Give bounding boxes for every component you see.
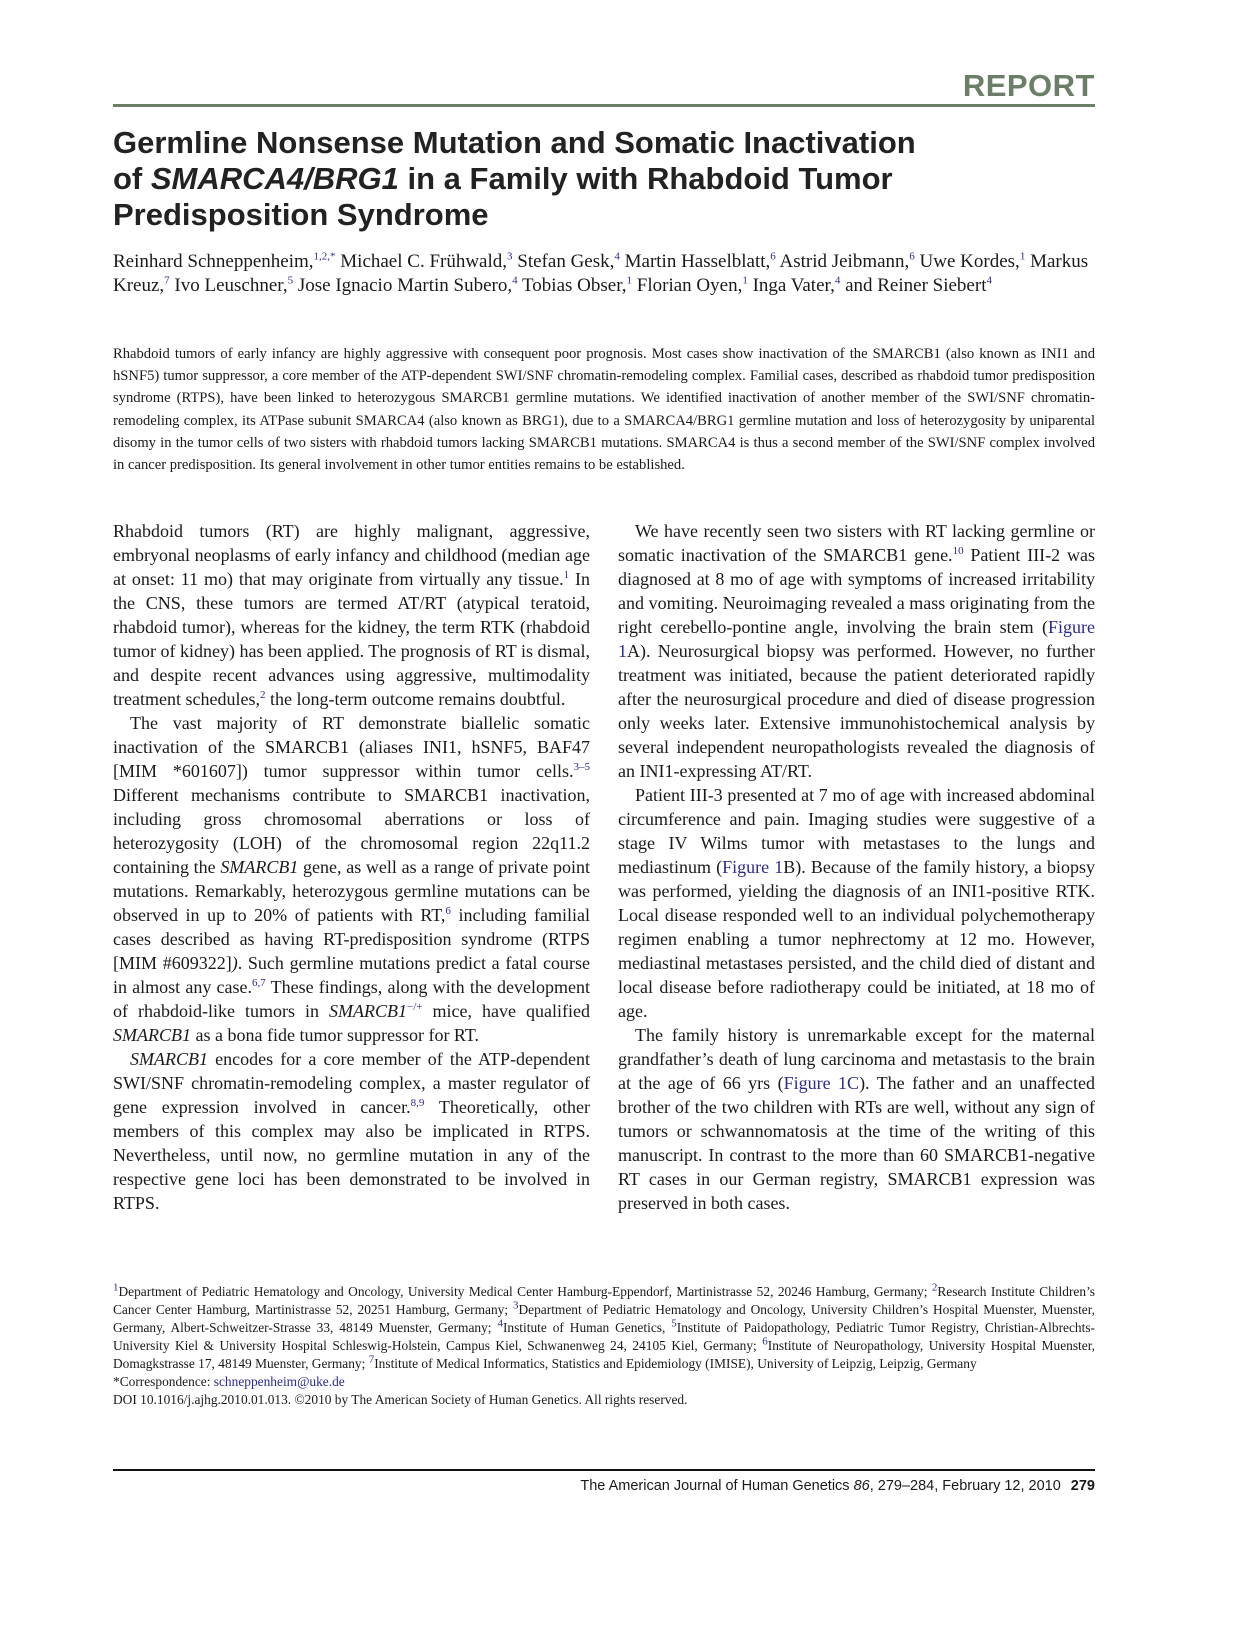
journal-citation: , 279–284, February 12, 2010 [869, 1478, 1061, 1494]
superscript-reference[interactable]: 5 [671, 1317, 677, 1330]
section-label: REPORT [962, 68, 1095, 103]
article-title [113, 125, 933, 233]
text-run: including familial cases described as having RT-predisposition syndrome (RTPS [MIM #609322] [113, 905, 590, 973]
text-run: Tobias Obser, [517, 275, 627, 296]
superscript-reference[interactable]: 6,7 [252, 977, 266, 989]
superscript-reference[interactable]: 1 [1019, 250, 1026, 263]
superscript-reference[interactable]: 1 [626, 274, 633, 287]
text-run: Ivo Leuschner, [169, 275, 288, 296]
superscript-reference[interactable]: 4 [497, 1317, 503, 1330]
text-run: in a Family with Rhabdoid Tumor Predisposition Syndrome [113, 161, 893, 232]
superscript-reference[interactable]: 4 [614, 250, 620, 263]
text-run: the long-term outcome remains doubtful. [265, 689, 566, 709]
text-run: Institute of Neuropathology, University Hospital Muenster, Domagkstrasse 17, 48149 Muenster, Germany; [113, 1338, 1095, 1371]
superscript-reference[interactable]: 2 [931, 1281, 938, 1294]
correspondence-email-link[interactable]: schneppenheim@uke.de [213, 1374, 345, 1389]
superscript-reference[interactable]: 4 [986, 274, 992, 287]
text-run: Martin Hasselblatt, [619, 251, 771, 272]
text-run: Rhabdoid tumors (RT) are highly malignant, aggressive, embryonal neoplasms of early infancy and childhood (median age at onset: 11 mo) that may originate from virtually any tissue. [113, 521, 590, 589]
superscript-reference[interactable]: 1 [563, 569, 570, 581]
journal-name: The American Journal of Human Genetics [580, 1478, 854, 1494]
italic-text: ) [231, 953, 238, 973]
superscript-reference[interactable]: −/+ [407, 1001, 423, 1013]
body-column-right [618, 519, 1095, 1215]
text-run: Different mechanisms contribute to SMARCB1 inactivation, including gross chromosomal aberrations or loss of heterozygosity (LOH) of the chromosomal region 22q11.2 containing the [113, 785, 590, 877]
figure-link[interactable]: Figure 1 [618, 617, 1095, 661]
text-run: Department of Pediatric Hematology and Oncology, University Medical Center Hamburg-Eppendorf, Martinistrasse 52, 20246 Hamburg, Germany; [118, 1284, 932, 1299]
text-run: We have recently seen two sisters with RT lacking germline or somatic inactivation of the SMARCB1 gene. [618, 521, 1095, 565]
figure-link[interactable]: Figure 1 [722, 857, 784, 877]
text-run: encodes for a core member of the ATP-dependent SWI/SNF chromatin-remodeling complex, a master regulator of gene expression involved in cancer. [113, 1049, 590, 1117]
superscript-reference[interactable]: 10 [952, 545, 964, 557]
superscript-reference[interactable]: 3 [507, 250, 513, 263]
text-run: . Such germline mutations predict a fatal course in almost any case. [113, 953, 591, 997]
superscript-reference[interactable]: 7 [368, 1353, 375, 1366]
abstract [113, 343, 1095, 476]
superscript-reference[interactable]: 6 [770, 250, 776, 263]
text-run: The family history is unremarkable except for the maternal grandfather’s death of lung carcinoma and metastasis to the brain at the age of 66 yrs ( [618, 1025, 1095, 1093]
superscript-reference[interactable]: 4 [834, 274, 841, 287]
text-run: Theoretically, other members of this complex may also be implicated in RTPS. Nevertheless, until now, no germline mutation in any of the respective gene loci has been demonstrated to be involved in RTPS. [113, 1097, 590, 1213]
text-run: A). Neurosurgical biopsy was performed. However, no further treatment was initiated, because the patient deteriorated rapidly after the neurosurgical procedure and died of disease progression only weeks later. Extensive immunohistochemical analysis by several independent neuropathologists revealed the diagnosis of an INI1-expressing AT/RT. [618, 641, 1095, 781]
text-run: Reinhard Schneppenheim, [113, 251, 314, 272]
text-run: Astrid Jeibmann, [775, 251, 910, 272]
text-run: Institute of Human Genetics, [502, 1320, 672, 1335]
footer-rule [113, 1469, 1095, 1471]
text-run: B). Because of the family history, a biopsy was performed, yielding the diagnosis of an INI1-positive RTK. Local disease responded well to an individual polychemotherapy regimen enabling a tumor nephrectomy at 12 mo. However, mediastinal metastases persisted, and the child died of distant and local disease before radiotherapy could be initiated, at 18 mo of age. [618, 857, 1096, 1021]
text-run: Inga Vater, [747, 275, 835, 296]
superscript-reference[interactable]: 2 [259, 689, 266, 701]
italic-text: SMARCB1 [130, 1049, 208, 1069]
paragraph [618, 783, 1095, 1023]
superscript-reference[interactable]: 6 [909, 250, 915, 263]
superscript-reference[interactable]: 3–5 [573, 761, 590, 773]
text-run: Germline Nonsense Mutation and Somatic Inactivation of [113, 125, 916, 196]
paragraph [113, 1047, 590, 1215]
footnotes [113, 1283, 1095, 1409]
superscript-reference[interactable]: 7 [164, 274, 170, 287]
journal-volume: 86 [853, 1478, 870, 1494]
text-run: These findings, along with the development of rhabdoid-like tumors in [113, 977, 591, 1021]
text-run: ). The father and an unaffected brother of the two children with RTs are well, without any sign of tumors or schwannomatosis at the time of the writing of this manuscript. In contrast to the more than 60 SMARCB1-negative RT cases in our German registry, SMARCB1 expression was preserved in both cases. [618, 1073, 1095, 1213]
doi: DOI 10.1016/j.ajhg.2010.01.013. ©2010 by The American Society of Human Genetics. All rights reserved. [113, 1392, 688, 1407]
text-run: Uwe Kordes, [914, 251, 1020, 272]
header-rule [113, 104, 1095, 107]
text-run: Department of Pediatric Hematology and Oncology, University Children’s Hospital Muenster, Muenster, Germany, Albert-Schweitzer-Strasse 33, 48149 Muenster, Germany; [113, 1302, 1095, 1335]
paragraph [113, 519, 590, 711]
superscript-reference[interactable]: 3 [513, 1299, 519, 1312]
text-run: Research Institute Children’s Cancer Center Hamburg, Martinistrasse 52, 20251 Hamburg, Germany; [113, 1284, 1095, 1317]
text-run: Florian Oyen, [632, 275, 743, 296]
correspondence-label: *Correspondence: [113, 1374, 214, 1389]
italic-text: SMARCA4/BRG1 [150, 161, 399, 196]
text-run: Institute of Medical Informatics, Statistics and Epidemiology (IMISE), University of Leipzig, Leipzig, Germany [374, 1356, 977, 1371]
superscript-reference[interactable]: 5 [287, 274, 294, 287]
text-run: as a bona fide tumor suppressor for RT. [191, 1025, 480, 1045]
text-run: Markus Kreuz, [113, 251, 1089, 296]
paragraph [618, 519, 1095, 783]
superscript-reference[interactable]: 1 [742, 274, 748, 287]
text-run: and Reiner Siebert [840, 275, 987, 296]
superscript-reference[interactable]: 1,2,* [313, 250, 336, 263]
text-run: Jose Ignacio Martin Subero, [293, 275, 513, 296]
page-footer [580, 1478, 1095, 1494]
superscript-reference[interactable]: 6 [762, 1335, 768, 1348]
text-run: Institute of Paidopathology, Pediatric Tumor Registry, Christian-Albrechts-University Kiel & University Hospital Schleswig-Holstein, Campus Kiel, Schwanenweg 24, 24105 Kiel, Germany; [113, 1320, 1096, 1353]
paragraph [618, 1023, 1095, 1215]
figure-link[interactable]: Figure 1C [783, 1073, 860, 1093]
correspondence [113, 1373, 1095, 1391]
paragraph [113, 711, 590, 1047]
text-run: The vast majority of RT demonstrate biallelic somatic inactivation of the SMARCB1 (aliases INI1, hSNF5, BAF47 [MIM *601607]) tumor suppressor within tumor cells. [113, 713, 590, 781]
italic-text: SMARCB1 [220, 857, 299, 877]
italic-text: SMARCB1 [329, 1001, 408, 1021]
affiliations [113, 1283, 1095, 1373]
superscript-reference[interactable]: 4 [512, 274, 518, 287]
text-run: Rhabdoid tumors of early infancy are highly aggressive with consequent poor prognosis. Most cases show inactivation of the SMARCB1 (also known as INI1 and hSNF5) tumor suppressor, a core member of the ATP-dependent SWI/SNF chromatin-remodeling complex. Familial cases, described as rhabdoid tumor predisposition syndrome (RTPS), have been linked to heterozygous SMARCB1 germline mutations. We identified inactivation of another member of the SWI/SNF chromatin-remodeling complex, its ATPase subunit SMARCA4 (also known as BRG1), due to a SMARCA4/BRG1 germline mutation and loss of heterozygosity by uniparental disomy in the tumor cells of two sisters with rhabdoid tumors lacking SMARCB1 mutations. SMARCA4 is thus a second member of the SWI/SNF complex involved in cancer predisposition. Its general involvement in other tumor entities remains to be established. [113, 346, 1095, 474]
text-run: Michael C. Frühwald, [335, 251, 508, 272]
text-run: Patient III-3 presented at 7 mo of age with increased abdominal circumference and pain. Imaging studies were suggestive of a stage IV Wilms tumor with metastases to the lungs and mediastinum ( [618, 785, 1095, 877]
superscript-reference[interactable]: 6 [445, 905, 451, 917]
superscript-reference[interactable]: 1 [113, 1281, 119, 1294]
superscript-reference[interactable]: 8,9 [410, 1097, 425, 1109]
body-column-left [113, 519, 590, 1215]
text-run: In the CNS, these tumors are termed AT/RT (atypical teratoid, rhabdoid tumor), whereas for the kidney, the term RTK (rhabdoid tumor of kidney) has been applied. The prognosis of RT is dismal, and despite recent advances using aggressive, multimodality treatment schedules, [113, 569, 590, 709]
text-run: Stefan Gesk, [512, 251, 615, 272]
page-number: 279 [1070, 1478, 1095, 1494]
text-run: mice, have qualified [422, 1001, 591, 1021]
text-run: gene, as well as a range of private point mutations. Remarkably, heterozygous germline mutations can be observed in up to 20% of patients with RT, [113, 857, 590, 925]
author-list [113, 250, 1103, 298]
italic-text: SMARCB1 [113, 1025, 191, 1045]
text-run: Patient III-2 was diagnosed at 8 mo of age with symptoms of increased irritability and vomiting. Neuroimaging revealed a mass originating from the right cerebello-pontine angle, involving the brain stem ( [618, 545, 1095, 637]
